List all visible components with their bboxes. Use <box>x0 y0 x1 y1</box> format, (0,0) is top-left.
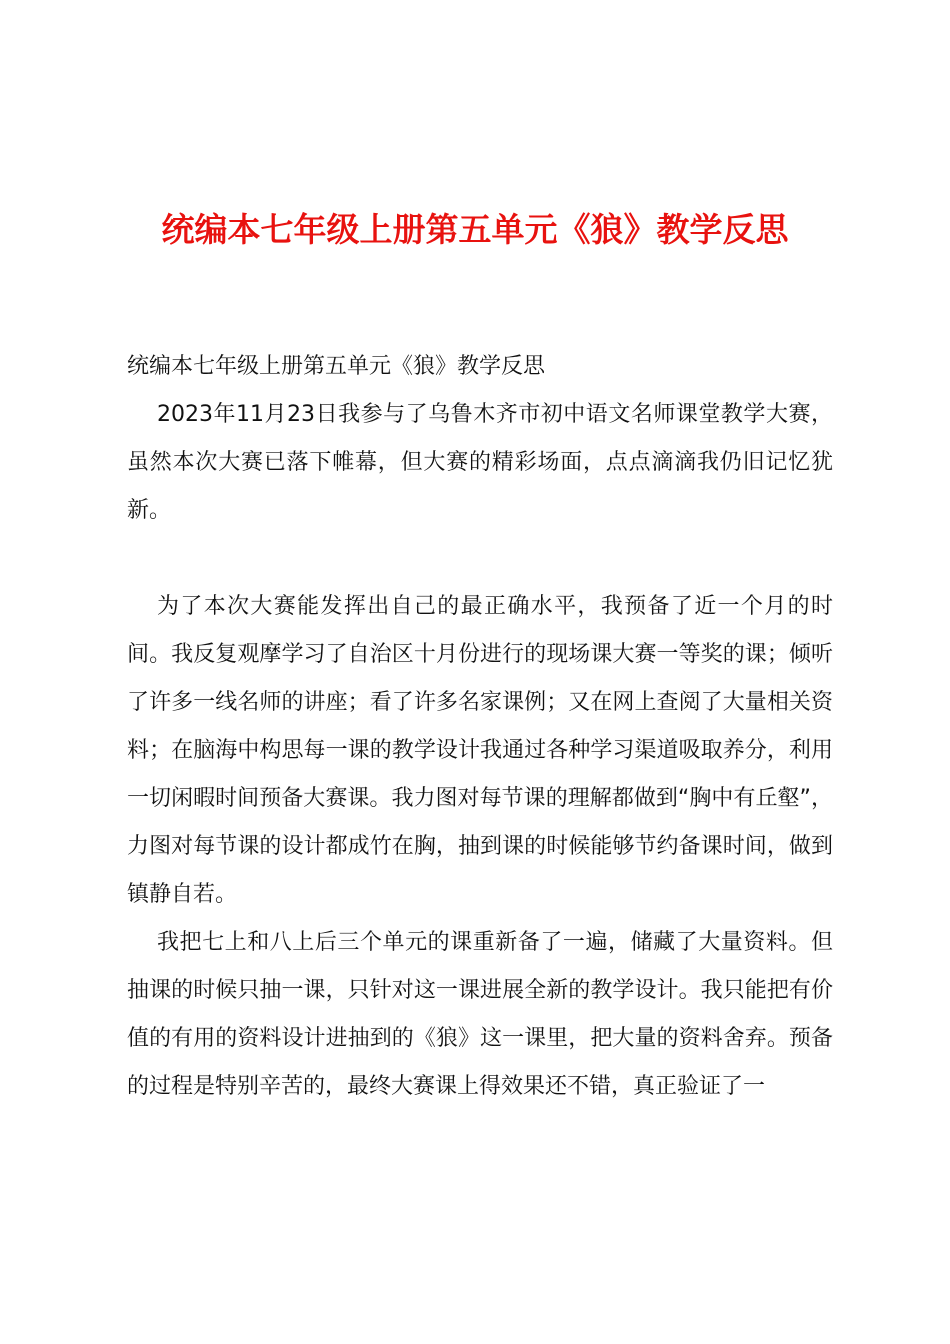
document-title: 统编本七年级上册第五单元《狼》教学反思 <box>161 210 789 249</box>
paragraph: 2023年11月23日我参与了乌鲁木齐市初中语文名师课堂教学大赛，虽然本次大赛已落下帷幕，但大赛的精彩场面，点点滴滴我仍旧记忆犹新。 <box>127 402 833 523</box>
paragraph: 我把七上和八上后三个单元的课重新备了一遍，储藏了大量资料。但抽课的时候只抽一课，只针对这一课进展全新的教学设计。我只能把有价值的有用的资料设计进抽到的《狼》这一课里，把大量的资料舍弃。预备的过程是特别辛苦的，最终大赛课上得效果还不错，真正验证了一 <box>127 930 833 1099</box>
document-body <box>127 343 833 1111</box>
document-subtitle: 统编本七年级上册第五单元《狼》教学反思 <box>127 354 546 379</box>
paragraph: 为了本次大赛能发挥出自己的最正确水平，我预备了近一个月的时间。我反复观摩学习了自治区十月份进行的现场课大赛一等奖的课；倾听了许多一线名师的讲座；看了许多名家课例；又在网上查阅了大量相关资料；在脑海中构思每一课的教学设计我通过各种学习渠道吸取养分，利用一切闲暇时间预备大赛课。我力图对每节课的理解都做到“胸中有丘壑”，力图对每节课的设计都成竹在胸，抽到课的时候能够节约备课时间，做到镇静自若。 <box>127 594 833 907</box>
